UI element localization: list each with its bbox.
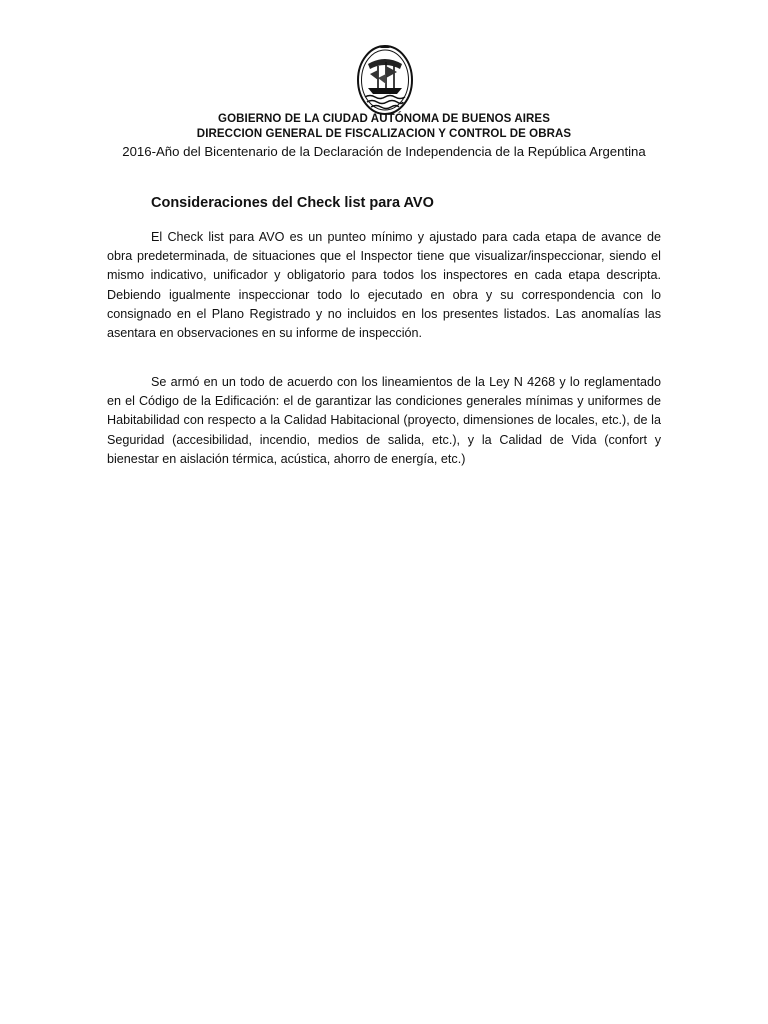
government-name: GOBIERNO DE LA CIUDAD AUTÓNOMA DE BUENOS AIRES <box>218 113 550 125</box>
paragraph-1: El Check list para AVO es un punteo mínimo y ajustado para cada etapa de avance de obra predeterminada, de situaciones que el Inspector tiene que visualizar/inspeccionar, siendo el mismo indicativo, unificador y obligatorio para todos los inspectores en cada etapa descripta. Debiendo igualmente inspeccionar todo lo ejecutado en obra y su correspondencia con lo consignado en el Plano Registrado y no incluidos en los presentes listados. Las anomalías las asentara en observaciones en su informe de inspección. <box>107 230 661 341</box>
document-title: Consideraciones del Check list para AVO <box>151 195 434 211</box>
city-seal-icon <box>356 44 414 116</box>
paragraph-2: Se armó en un todo de acuerdo con los lineamientos de la Ley N 4268 y lo reglamentado en el Código de la Edificación: el de garantizar las condiciones generales mínimas y uniformes de Habitabilidad con respecto a la Calidad Habitacional (proyecto, dimensiones de locales, etc.), de la Seguridad (accesibilidad, incendio, medios de salida, etc.), y la Calidad de Vida (confort y bienestar en aislación térmica, acústica, ahorro de energía, etc.) <box>107 375 661 466</box>
year-motto: 2016-Año del Bicentenario de la Declaración de Independencia de la República Argentina <box>122 144 646 159</box>
letterhead <box>0 112 768 160</box>
department-name: DIRECCION GENERAL DE FISCALIZACION Y CONTROL DE OBRAS <box>196 128 572 140</box>
